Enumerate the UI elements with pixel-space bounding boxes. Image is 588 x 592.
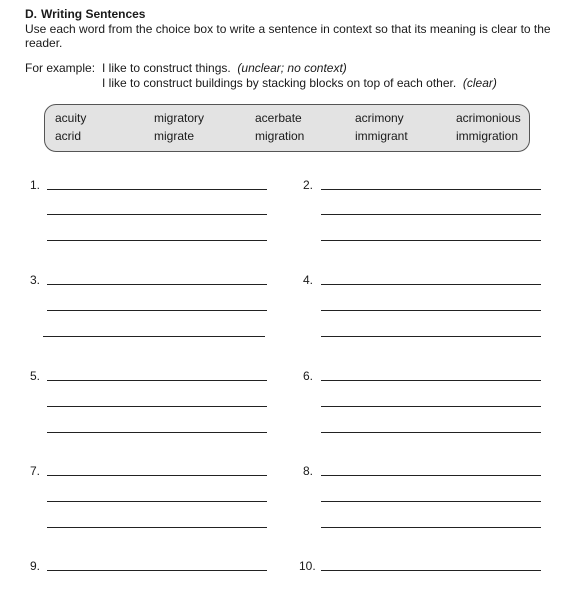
- answer-line[interactable]: [47, 310, 267, 311]
- choice-word: immigrant: [355, 129, 408, 143]
- example-label: For example:: [25, 61, 96, 75]
- choice-word: migration: [255, 129, 305, 143]
- item-number: 9.: [30, 559, 41, 573]
- answer-line[interactable]: [321, 432, 541, 433]
- answer-line[interactable]: [47, 527, 267, 528]
- section-instruction: Use each word from the choice box to write a sentence in context so that its meaning is clear to the reader.: [25, 22, 551, 50]
- example-line-1: [102, 61, 347, 75]
- choice-word: migratory: [154, 111, 205, 125]
- example-line-1-text: I like to construct things.: [102, 61, 231, 75]
- answer-line[interactable]: [321, 284, 541, 285]
- answer-line[interactable]: [47, 284, 267, 285]
- example-line-2-text: I like to construct buildings by stacking blocks on top of each other.: [102, 76, 457, 90]
- answer-line[interactable]: [321, 189, 541, 190]
- choice-word: migrate: [154, 129, 195, 143]
- answer-line[interactable]: [321, 527, 541, 528]
- answer-line[interactable]: [321, 501, 541, 502]
- answer-line[interactable]: [47, 475, 267, 476]
- item-number: 10.: [299, 559, 316, 573]
- answer-line[interactable]: [321, 310, 541, 311]
- item-number: 8.: [303, 464, 314, 478]
- answer-line[interactable]: [47, 501, 267, 502]
- answer-line[interactable]: [321, 240, 541, 241]
- item-number: 6.: [303, 369, 314, 383]
- answer-line[interactable]: [47, 189, 267, 190]
- answer-line[interactable]: [321, 570, 541, 571]
- section-heading: [25, 7, 145, 21]
- answer-line[interactable]: [47, 380, 267, 381]
- example-line-1-note: (unclear; no context): [237, 61, 347, 75]
- section-title: Writing Sentences: [41, 7, 146, 21]
- answer-line[interactable]: [321, 406, 541, 407]
- item-number: 1.: [30, 178, 41, 192]
- item-number: 3.: [30, 273, 41, 287]
- choice-word: acrimony: [355, 111, 404, 125]
- answer-line[interactable]: [47, 214, 267, 215]
- example-line-2: [102, 76, 497, 90]
- example-line-2-note: (clear): [462, 76, 497, 90]
- answer-line[interactable]: [321, 475, 541, 476]
- choice-word: acrimonious: [456, 111, 521, 125]
- answer-line[interactable]: [47, 432, 267, 433]
- choice-word: acerbate: [255, 111, 302, 125]
- item-number: 5.: [30, 369, 41, 383]
- answer-line[interactable]: [47, 570, 267, 571]
- answer-line[interactable]: [47, 240, 267, 241]
- word-choice-box: [44, 104, 530, 152]
- item-number: 4.: [303, 273, 314, 287]
- choice-word: immigration: [456, 129, 519, 143]
- answer-line[interactable]: [321, 214, 541, 215]
- item-number: 7.: [30, 464, 41, 478]
- item-number: 2.: [303, 178, 314, 192]
- answer-line[interactable]: [321, 336, 541, 337]
- answer-line[interactable]: [47, 406, 267, 407]
- choice-word: acrid: [55, 129, 82, 143]
- choice-word: acuity: [55, 111, 87, 125]
- answer-line[interactable]: [321, 380, 541, 381]
- answer-line[interactable]: [43, 336, 265, 337]
- section-letter: D.: [25, 7, 37, 21]
